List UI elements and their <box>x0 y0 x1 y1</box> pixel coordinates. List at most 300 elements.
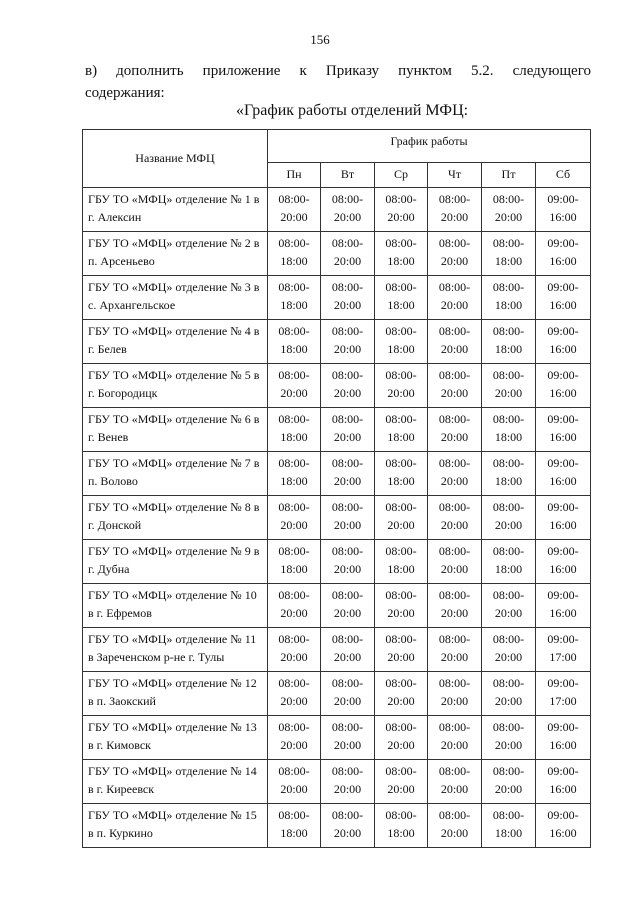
hours-cell <box>321 364 375 408</box>
column-header-day: Пт <box>482 162 536 187</box>
closing-time: 20:00 <box>440 738 469 752</box>
closing-time: 16:00 <box>549 562 577 576</box>
opening-time: 08:00- <box>492 720 525 734</box>
hours-cell <box>375 716 428 760</box>
office-location-line: г. Дубна <box>88 562 130 576</box>
closing-time: 20:00 <box>440 518 469 532</box>
hours-cell <box>536 320 591 364</box>
hours-cell <box>428 276 482 320</box>
hours-cell <box>268 452 321 496</box>
closing-time: 18:00 <box>494 474 523 488</box>
table-row <box>83 364 591 408</box>
closing-time: 18:00 <box>494 298 523 312</box>
opening-time: 09:00- <box>547 500 579 514</box>
closing-time: 18:00 <box>280 430 308 444</box>
opening-time: 08:00- <box>385 808 417 822</box>
closing-time: 20:00 <box>440 386 469 400</box>
closing-time: 20:00 <box>494 782 523 796</box>
opening-time: 09:00- <box>547 412 579 426</box>
closing-time: 18:00 <box>494 254 523 268</box>
opening-time: 08:00- <box>492 808 525 822</box>
office-name-line: ГБУ ТО «МФЦ» отделение № 15 <box>88 808 257 822</box>
opening-time: 08:00- <box>492 544 525 558</box>
hours-cell <box>482 540 536 584</box>
opening-time: 08:00- <box>385 588 417 602</box>
office-name-cell <box>83 188 268 232</box>
closing-time: 16:00 <box>549 430 577 444</box>
table-row <box>83 188 591 232</box>
office-location-line: п. Арсеньево <box>88 254 155 268</box>
closing-time: 16:00 <box>549 518 577 532</box>
closing-time: 20:00 <box>387 386 415 400</box>
opening-time: 08:00- <box>278 720 310 734</box>
hours-cell <box>268 496 321 540</box>
office-location-line: г. Белев <box>88 342 127 356</box>
closing-time: 20:00 <box>333 342 362 356</box>
office-name-line: ГБУ ТО «МФЦ» отделение № 7 в <box>88 456 260 470</box>
hours-cell <box>375 364 428 408</box>
hours-cell <box>268 320 321 364</box>
closing-time: 20:00 <box>440 254 469 268</box>
hours-cell <box>428 188 482 232</box>
opening-time: 09:00- <box>547 764 579 778</box>
closing-time: 20:00 <box>440 694 469 708</box>
closing-time: 20:00 <box>280 694 308 708</box>
schedule-table <box>82 129 591 848</box>
closing-time: 20:00 <box>440 782 469 796</box>
hours-cell <box>321 408 375 452</box>
opening-time: 08:00- <box>438 764 471 778</box>
hours-cell <box>536 760 591 804</box>
closing-time: 18:00 <box>387 562 415 576</box>
opening-time: 08:00- <box>331 368 364 382</box>
closing-time: 20:00 <box>333 210 362 224</box>
closing-time: 20:00 <box>440 562 469 576</box>
hours-cell <box>428 628 482 672</box>
table-row <box>83 496 591 540</box>
closing-time: 20:00 <box>494 606 523 620</box>
hours-cell <box>428 232 482 276</box>
hours-cell <box>428 496 482 540</box>
hours-cell <box>321 540 375 584</box>
hours-cell <box>428 320 482 364</box>
hours-cell <box>482 364 536 408</box>
closing-time: 20:00 <box>333 606 362 620</box>
opening-time: 08:00- <box>385 764 417 778</box>
closing-time: 18:00 <box>387 826 415 840</box>
office-name-line: ГБУ ТО «МФЦ» отделение № 10 <box>88 588 257 602</box>
hours-cell <box>482 452 536 496</box>
closing-time: 20:00 <box>440 210 469 224</box>
opening-time: 09:00- <box>547 368 579 382</box>
opening-time: 08:00- <box>385 676 417 690</box>
closing-time: 16:00 <box>549 210 577 224</box>
closing-time: 20:00 <box>440 650 469 664</box>
opening-time: 08:00- <box>385 324 417 338</box>
closing-time: 18:00 <box>494 826 523 840</box>
office-location-line: с. Архангельское <box>88 298 176 312</box>
opening-time: 08:00- <box>492 632 525 646</box>
opening-time: 08:00- <box>331 236 364 250</box>
opening-time: 08:00- <box>331 632 364 646</box>
closing-time: 20:00 <box>387 782 415 796</box>
opening-time: 08:00- <box>492 412 525 426</box>
hours-cell <box>375 496 428 540</box>
hours-cell <box>321 188 375 232</box>
closing-time: 16:00 <box>549 298 577 312</box>
closing-time: 20:00 <box>494 210 523 224</box>
opening-time: 08:00- <box>438 544 471 558</box>
office-name-cell <box>83 276 268 320</box>
closing-time: 20:00 <box>280 650 308 664</box>
closing-time: 20:00 <box>440 474 469 488</box>
closing-time: 18:00 <box>387 342 415 356</box>
table-row <box>83 716 591 760</box>
hours-cell <box>375 584 428 628</box>
opening-time: 08:00- <box>278 192 310 206</box>
table-row <box>83 320 591 364</box>
opening-time: 08:00- <box>438 192 471 206</box>
hours-cell <box>482 584 536 628</box>
opening-time: 08:00- <box>278 280 310 294</box>
closing-time: 20:00 <box>387 650 415 664</box>
column-header-day: Вт <box>321 162 375 187</box>
table-row <box>83 452 591 496</box>
opening-time: 08:00- <box>331 720 364 734</box>
closing-time: 16:00 <box>549 342 577 356</box>
hours-cell <box>268 540 321 584</box>
hours-cell <box>375 232 428 276</box>
closing-time: 20:00 <box>387 518 415 532</box>
opening-time: 08:00- <box>438 412 471 426</box>
hours-cell <box>375 188 428 232</box>
opening-time: 09:00- <box>547 456 579 470</box>
opening-time: 08:00- <box>492 324 525 338</box>
opening-time: 08:00- <box>438 808 471 822</box>
office-location-line: г. Богородицк <box>88 386 158 400</box>
closing-time: 18:00 <box>280 474 308 488</box>
office-location-line: в п. Куркино <box>88 826 153 840</box>
closing-time: 18:00 <box>280 254 308 268</box>
closing-time: 20:00 <box>494 386 523 400</box>
closing-time: 16:00 <box>549 254 577 268</box>
opening-time: 08:00- <box>385 720 417 734</box>
office-location-line: г. Донской <box>88 518 142 532</box>
closing-time: 16:00 <box>549 386 577 400</box>
hours-cell <box>482 232 536 276</box>
closing-time: 20:00 <box>387 210 415 224</box>
hours-cell <box>482 672 536 716</box>
closing-time: 20:00 <box>333 430 362 444</box>
opening-time: 08:00- <box>492 588 525 602</box>
closing-time: 18:00 <box>280 298 308 312</box>
opening-time: 08:00- <box>438 720 471 734</box>
hours-cell <box>428 584 482 628</box>
hours-cell <box>482 628 536 672</box>
opening-time: 09:00- <box>547 808 579 822</box>
hours-cell <box>536 804 591 848</box>
opening-time: 08:00- <box>438 368 471 382</box>
closing-time: 18:00 <box>387 298 415 312</box>
hours-cell <box>321 320 375 364</box>
closing-time: 20:00 <box>494 518 523 532</box>
closing-time: 20:00 <box>280 738 308 752</box>
hours-cell <box>268 408 321 452</box>
hours-cell <box>268 364 321 408</box>
opening-time: 09:00- <box>547 720 579 734</box>
hours-cell <box>536 672 591 716</box>
closing-time: 20:00 <box>280 210 308 224</box>
opening-time: 08:00- <box>278 632 310 646</box>
opening-time: 08:00- <box>438 280 471 294</box>
opening-time: 08:00- <box>385 236 417 250</box>
opening-time: 08:00- <box>278 544 310 558</box>
hours-cell <box>482 760 536 804</box>
opening-time: 09:00- <box>547 192 579 206</box>
office-location-line: в г. Кимовск <box>88 738 152 752</box>
hours-cell <box>375 760 428 804</box>
closing-time: 18:00 <box>387 254 415 268</box>
opening-time: 08:00- <box>492 280 525 294</box>
hours-cell <box>428 364 482 408</box>
hours-cell <box>536 232 591 276</box>
column-header-day: Сб <box>536 162 591 187</box>
hours-cell <box>321 716 375 760</box>
office-name-cell <box>83 628 268 672</box>
closing-time: 20:00 <box>280 386 308 400</box>
opening-time: 08:00- <box>278 764 310 778</box>
hours-cell <box>375 276 428 320</box>
opening-time: 08:00- <box>278 676 310 690</box>
hours-cell <box>536 452 591 496</box>
closing-time: 20:00 <box>494 738 523 752</box>
office-name-line: ГБУ ТО «МФЦ» отделение № 2 в <box>88 236 260 250</box>
opening-time: 08:00- <box>278 588 310 602</box>
hours-cell <box>375 672 428 716</box>
hours-cell <box>536 628 591 672</box>
hours-cell <box>268 188 321 232</box>
opening-time: 08:00- <box>331 456 364 470</box>
column-header-day: Чт <box>428 162 482 187</box>
closing-time: 20:00 <box>440 606 469 620</box>
opening-time: 08:00- <box>385 456 417 470</box>
opening-time: 08:00- <box>278 412 310 426</box>
office-name-cell <box>83 760 268 804</box>
closing-time: 20:00 <box>333 298 362 312</box>
office-name-cell <box>83 496 268 540</box>
opening-time: 08:00- <box>331 412 364 426</box>
closing-time: 20:00 <box>440 826 469 840</box>
closing-time: 16:00 <box>549 606 577 620</box>
table-row <box>83 276 591 320</box>
hours-cell <box>321 232 375 276</box>
closing-time: 18:00 <box>280 342 308 356</box>
hours-cell <box>536 716 591 760</box>
office-name-line: ГБУ ТО «МФЦ» отделение № 11 <box>88 632 257 646</box>
closing-time: 20:00 <box>333 518 362 532</box>
hours-cell <box>482 804 536 848</box>
hours-cell <box>321 584 375 628</box>
page-number: 156 <box>310 32 330 47</box>
opening-time: 08:00- <box>278 368 310 382</box>
hours-cell <box>428 716 482 760</box>
table-heading: «График работы отделений МФЦ: <box>236 102 469 119</box>
closing-time: 18:00 <box>494 562 523 576</box>
hours-cell <box>268 276 321 320</box>
hours-cell <box>536 540 591 584</box>
hours-cell <box>375 628 428 672</box>
opening-time: 08:00- <box>438 676 471 690</box>
office-name-line: ГБУ ТО «МФЦ» отделение № 13 <box>88 720 257 734</box>
office-location-line: в г. Ефремов <box>88 606 152 620</box>
opening-time: 08:00- <box>331 588 364 602</box>
office-location-line: в Зареченском р-не г. Тулы <box>88 650 225 664</box>
office-name-cell <box>83 716 268 760</box>
closing-time: 18:00 <box>280 562 308 576</box>
office-location-line: г. Алексин <box>88 210 142 224</box>
opening-time: 08:00- <box>438 588 471 602</box>
table-row <box>83 584 591 628</box>
opening-time: 08:00- <box>385 544 417 558</box>
opening-time: 08:00- <box>331 280 364 294</box>
opening-time: 09:00- <box>547 280 579 294</box>
opening-time: 08:00- <box>385 192 417 206</box>
office-name-cell <box>83 804 268 848</box>
table-row <box>83 672 591 716</box>
closing-time: 20:00 <box>387 738 415 752</box>
opening-time: 08:00- <box>278 456 310 470</box>
office-name-line: ГБУ ТО «МФЦ» отделение № 6 в <box>88 412 260 426</box>
hours-cell <box>268 760 321 804</box>
intro-text-continuation: содержания: <box>85 85 165 101</box>
closing-time: 18:00 <box>387 474 415 488</box>
closing-time: 20:00 <box>440 430 469 444</box>
hours-cell <box>268 672 321 716</box>
hours-cell <box>482 408 536 452</box>
opening-time: 08:00- <box>492 192 525 206</box>
office-name-cell <box>83 364 268 408</box>
office-name-cell <box>83 452 268 496</box>
hours-cell <box>268 804 321 848</box>
hours-cell <box>482 320 536 364</box>
closing-time: 20:00 <box>333 826 362 840</box>
office-name-cell <box>83 540 268 584</box>
closing-time: 18:00 <box>494 342 523 356</box>
opening-time: 08:00- <box>385 632 417 646</box>
office-name-cell <box>83 672 268 716</box>
hours-cell <box>482 188 536 232</box>
opening-time: 09:00- <box>547 676 579 690</box>
opening-time: 08:00- <box>331 192 364 206</box>
office-name-cell <box>83 584 268 628</box>
opening-time: 08:00- <box>278 324 310 338</box>
office-name-line: ГБУ ТО «МФЦ» отделение № 4 в <box>88 324 260 338</box>
opening-time: 08:00- <box>331 324 364 338</box>
opening-time: 08:00- <box>385 368 417 382</box>
hours-cell <box>536 408 591 452</box>
closing-time: 20:00 <box>333 474 362 488</box>
table-row <box>83 760 591 804</box>
opening-time: 08:00- <box>492 368 525 382</box>
hours-cell <box>268 716 321 760</box>
intro-text: в) дополнить приложение к Приказу пунктом 5.2. следующего <box>85 63 591 79</box>
opening-time: 08:00- <box>492 500 525 514</box>
hours-cell <box>482 276 536 320</box>
office-location-line: в г. Киреевск <box>88 782 155 796</box>
closing-time: 20:00 <box>333 254 362 268</box>
hours-cell <box>428 804 482 848</box>
column-header-day: Пн <box>268 162 321 187</box>
opening-time: 09:00- <box>547 544 579 558</box>
column-header-schedule: График работы <box>268 130 591 163</box>
office-location-line: п. Волово <box>88 474 138 488</box>
hours-cell <box>536 188 591 232</box>
hours-cell <box>375 804 428 848</box>
closing-time: 20:00 <box>280 606 308 620</box>
office-name-cell <box>83 232 268 276</box>
hours-cell <box>428 672 482 716</box>
hours-cell <box>428 540 482 584</box>
opening-time: 08:00- <box>492 456 525 470</box>
closing-time: 18:00 <box>494 430 523 444</box>
closing-time: 20:00 <box>494 650 523 664</box>
hours-cell <box>482 496 536 540</box>
opening-time: 08:00- <box>278 236 310 250</box>
office-name-line: ГБУ ТО «МФЦ» отделение № 5 в <box>88 368 260 382</box>
hours-cell <box>321 496 375 540</box>
closing-time: 18:00 <box>280 826 308 840</box>
hours-cell <box>536 584 591 628</box>
opening-time: 08:00- <box>278 808 310 822</box>
closing-time: 20:00 <box>333 782 362 796</box>
hours-cell <box>482 716 536 760</box>
opening-time: 08:00- <box>331 808 364 822</box>
opening-time: 08:00- <box>438 632 471 646</box>
hours-cell <box>268 584 321 628</box>
opening-time: 08:00- <box>278 500 310 514</box>
hours-cell <box>321 804 375 848</box>
opening-time: 08:00- <box>331 544 364 558</box>
hours-cell <box>268 232 321 276</box>
office-location-line: г. Венев <box>88 430 129 444</box>
opening-time: 08:00- <box>385 280 417 294</box>
closing-time: 20:00 <box>333 694 362 708</box>
table-row <box>83 232 591 276</box>
office-name-cell <box>83 320 268 364</box>
table-row <box>83 628 591 672</box>
closing-time: 16:00 <box>549 738 577 752</box>
closing-time: 17:00 <box>549 694 577 708</box>
office-name-cell <box>83 408 268 452</box>
office-name-line: ГБУ ТО «МФЦ» отделение № 8 в <box>88 500 260 514</box>
closing-time: 20:00 <box>280 782 308 796</box>
hours-cell <box>536 276 591 320</box>
hours-cell <box>321 628 375 672</box>
opening-time: 08:00- <box>492 676 525 690</box>
closing-time: 20:00 <box>440 342 469 356</box>
table-row <box>83 408 591 452</box>
closing-time: 20:00 <box>333 650 362 664</box>
closing-time: 20:00 <box>387 606 415 620</box>
opening-time: 08:00- <box>385 500 417 514</box>
hours-cell <box>268 628 321 672</box>
opening-time: 08:00- <box>331 764 364 778</box>
office-name-line: ГБУ ТО «МФЦ» отделение № 3 в <box>88 280 260 294</box>
hours-cell <box>536 364 591 408</box>
closing-time: 16:00 <box>549 474 577 488</box>
opening-time: 09:00- <box>547 632 579 646</box>
hours-cell <box>321 672 375 716</box>
